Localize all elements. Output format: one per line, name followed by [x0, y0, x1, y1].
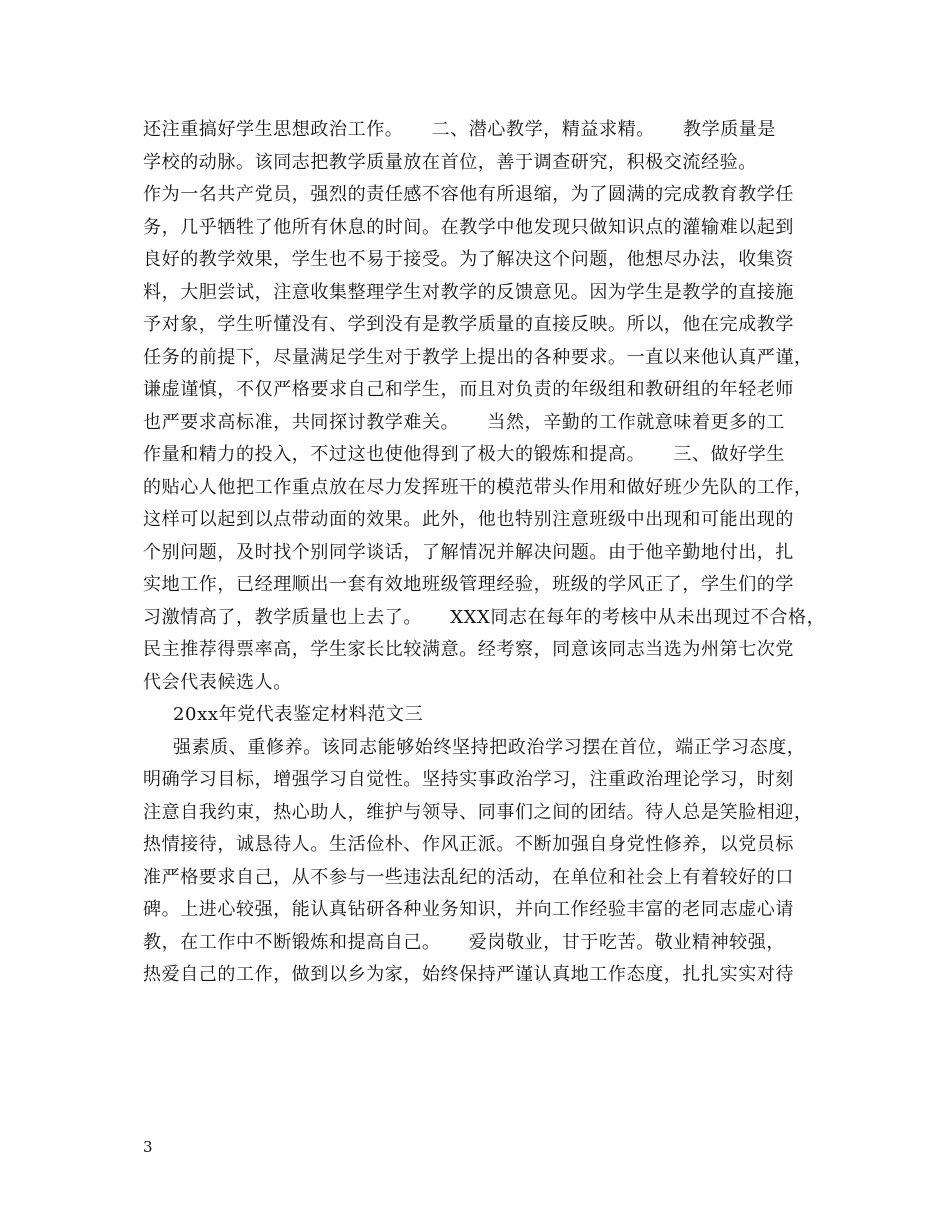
text-line: 代会代表候选人。 — [143, 671, 292, 693]
text-line: 这样可以起到以点带动面的效果。此外，他也特别注意班级中出现和可能出现的 — [143, 509, 794, 530]
text-line: 热情接待，诚恳待人。生活俭朴、作风正派。不断加强自身党性修养，以党员标 — [143, 834, 794, 855]
text-line: 热爱自己的工作，做到以乡为家，始终保持严谨认真地工作态度，扎扎实实对待 — [143, 964, 794, 985]
text-line: 教，在工作中不断锻炼和提高自己。 爱岗敬业，甘于吃苦。敬业精神较强， — [143, 931, 785, 953]
text-line: 强素质、重修养。该同志能够始终坚持把政治学习摆在首位，端正学习态度， — [173, 736, 806, 758]
text-line: 实地工作，已经理顺出一套有效地班级管理经验，班级的学风正了，学生们的学 — [143, 574, 794, 595]
text-line: 务，几乎牺牲了他所有休息的时间。在教学中他发现只做知识点的灌输难以起到 — [143, 216, 794, 238]
text-line: 良好的教学效果，学生也不易于接受。为了解决这个问题，他想尽办法，收集资 — [143, 249, 794, 270]
text-line: 料，大胆尝试，注意收集整理学生对教学的反馈意见。因为学生是教学的直接施 — [143, 281, 794, 303]
document-body — [143, 114, 826, 992]
page-number: 3 — [143, 1138, 153, 1156]
text-line: 谦虚谨慎，不仅严格要求自己和学生，而且对负责的年级组和教研组的年轻老师 — [143, 379, 794, 400]
text-line: 注意自我约束，热心助人，维护与领导、同事们之间的团结。待人总是笑脸相迎， — [143, 801, 813, 823]
text-line: 民主推荐得票率高，学生家长比较满意。经考察，同意该同志当选为州第七次党 — [143, 639, 794, 660]
text-line: 还注重搞好学生思想政治工作。 二、潜心教学，精益求精。 教学质量是 — [143, 119, 776, 140]
text-line: 习激情高了，教学质量也上去了。 XXX同志在每年的考核中从未出现过不合格， — [143, 606, 826, 628]
text-line: 学校的动脉。该同志把教学质量放在首位，善于调查研究，积极交流经验。 — [143, 151, 757, 173]
text-line: 的贴心人他把工作重点放在尽力发挥班干的模范带头作用和做好班少先队的工作， — [143, 476, 813, 498]
paragraph-2 — [143, 732, 823, 992]
section-heading: 20xx年党代表鉴定材料范文三 — [173, 704, 424, 725]
text-line: 作为一名共产党员，强烈的责任感不容他有所退缩，为了圆满的完成教育教学任 — [143, 184, 794, 205]
text-line: 明确学习目标，增强学习自觉性。坚持实事政治学习，注重政治理论学习，时刻 — [143, 769, 794, 790]
paragraph-1 — [143, 114, 826, 699]
text-line: 个别问题，及时找个别同学谈话，了解情况并解决问题。由于他辛勤地付出，扎 — [143, 541, 794, 563]
text-line: 作量和精力的投入，不过这也使他得到了极大的锻炼和提高。 三、做好学生 — [143, 444, 785, 465]
text-line: 碑。上进心较强，能认真钻研各种业务知识，并向工作经验丰富的老同志虚心请 — [143, 899, 794, 920]
text-line: 任务的前提下，尽量满足学生对于教学上提出的各种要求。一直以来他认真严谨， — [143, 346, 813, 368]
text-line: 准严格要求自己，从不参与一些违法乱纪的活动，在单位和社会上有着较好的口 — [143, 866, 794, 888]
text-line: 予对象，学生听懂没有、学到没有是教学质量的直接反映。所以，他在完成教学 — [143, 314, 794, 335]
text-line: 也严要求高标准，共同探讨教学难关。 当然，辛勤的工作就意味着更多的工 — [143, 411, 785, 433]
